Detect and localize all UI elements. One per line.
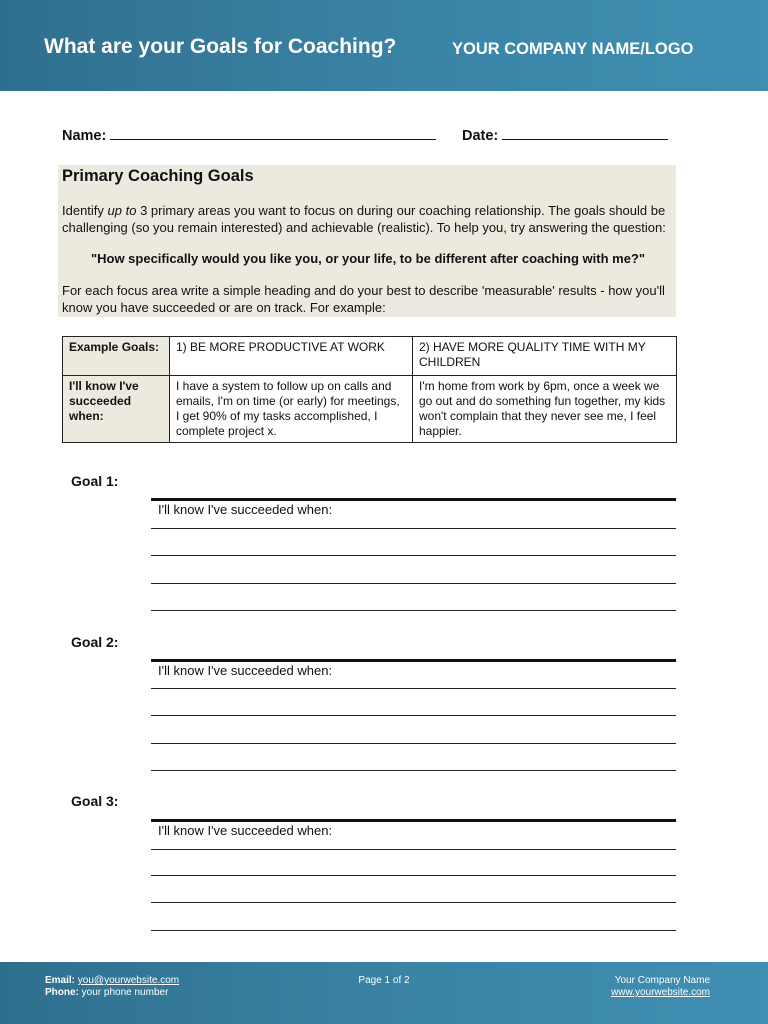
goal-1-answer-line[interactable] (151, 610, 676, 611)
phone-value: your phone number (81, 987, 169, 998)
email-link[interactable]: you@yourwebsite.com (77, 975, 180, 986)
intro-text-end: 3 primary areas you want to focus on during our coaching relationship. The goals should be challenging (so you remain interested) and achievable (realistic). To help you, try answering the question: (62, 203, 666, 235)
company-logo-placeholder: YOUR COMPANY NAME/LOGO (452, 40, 694, 58)
date-blank[interactable] (502, 125, 668, 140)
primary-goals-intro (62, 202, 674, 236)
goal-3-prompt: I'll know I've succeeded when: (158, 823, 333, 838)
goal-2-answer-line[interactable] (151, 770, 676, 771)
name-label: Name: (62, 128, 107, 144)
goal-3-answer-line[interactable] (151, 930, 676, 931)
goal-2-answer-line[interactable] (151, 715, 676, 716)
email-label: Email: (45, 975, 76, 986)
website-link[interactable]: www.yourwebsite.com (611, 987, 710, 998)
table-row-label: I'll know I've succeeded when: (63, 376, 170, 443)
primary-goals-instruction: For each focus area write a simple heading and do your best to describe 'measurable' results - how you'll know you have succeeded or are on track. For example: (62, 283, 665, 315)
date-label: Date: (462, 128, 499, 144)
goal-3-answer-line[interactable] (151, 875, 676, 876)
page-number: Page 1 of 2 (358, 975, 410, 986)
goal-1-answer-line[interactable] (151, 583, 676, 584)
example-goals-table (62, 336, 677, 443)
page-footer (0, 962, 768, 1024)
intro-text-start: Identify (62, 203, 108, 218)
goal-1-prompt: I'll know I've succeeded when: (158, 502, 333, 517)
goal-2-answer-line[interactable] (151, 688, 676, 689)
goal-1-answer-line[interactable] (151, 555, 676, 556)
table-row (63, 376, 677, 443)
goal-2-answer-line[interactable] (151, 743, 676, 744)
page-header (0, 0, 768, 91)
name-blank[interactable] (110, 125, 436, 140)
goal-2-prompt: I'll know I've succeeded when: (158, 663, 333, 678)
table-cell: 2) HAVE MORE QUALITY TIME WITH MY CHILDREN (413, 337, 677, 376)
date-field[interactable] (462, 125, 668, 144)
primary-goals-heading: Primary Coaching Goals (62, 167, 254, 185)
page-title: What are your Goals for Coaching? (44, 35, 397, 58)
goal-3-answer-line[interactable] (151, 902, 676, 903)
table-cell: 1) BE MORE PRODUCTIVE AT WORK (170, 337, 413, 376)
table-cell: I'm home from work by 6pm, once a week we go out and do something fun together, my kids won't complain that they never see me, I feel happier. (413, 376, 677, 443)
goal-3-answer-line[interactable] (151, 849, 676, 850)
name-field[interactable] (62, 125, 436, 144)
coaching-question: "How specifically would you like you, or your life, to be different after coaching with me?" (90, 251, 646, 266)
goal-3-top-rule (151, 819, 676, 822)
goal-3-label: Goal 3: (71, 793, 119, 809)
table-row (63, 337, 677, 376)
intro-emphasis: up to (107, 203, 137, 218)
goal-1-label: Goal 1: (71, 473, 119, 489)
footer-company (611, 975, 710, 999)
goal-1-answer-line[interactable] (151, 528, 676, 529)
table-cell: I have a system to follow up on calls and emails, I'm on time (or early) for meetings, I get 90% of my tasks accomplished, I complete project x. (170, 376, 413, 443)
goal-1-top-rule (151, 498, 676, 501)
footer-company-name: Your Company Name (614, 975, 710, 986)
goal-2-top-rule (151, 659, 676, 662)
phone-label: Phone: (45, 987, 79, 998)
goal-2-label: Goal 2: (71, 634, 119, 650)
table-row-label: Example Goals: (63, 337, 170, 376)
